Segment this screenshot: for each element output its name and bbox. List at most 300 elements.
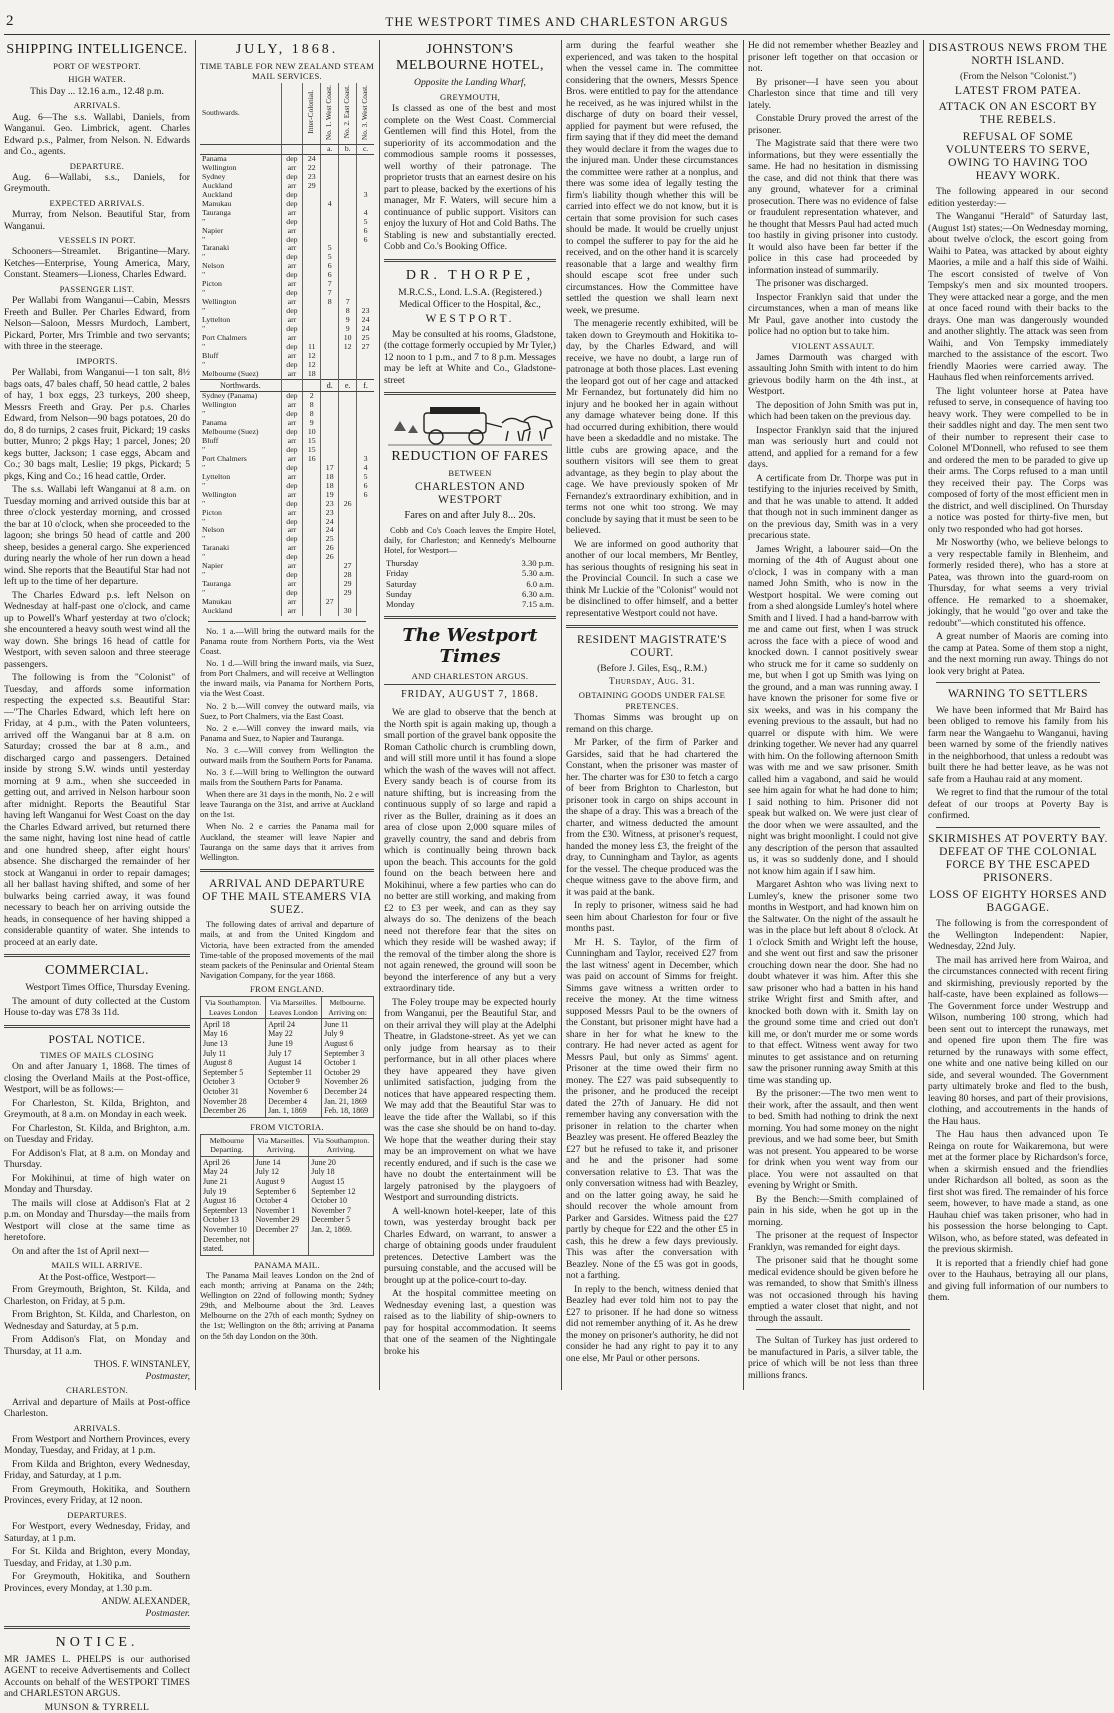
timetable-cell: arr (281, 280, 303, 289)
timetable-port: " (202, 480, 206, 490)
timetable-cell (303, 236, 321, 245)
timetable-cell (357, 535, 374, 544)
timetable-port: Melbourne (Suez) (202, 368, 259, 378)
timetable-cell: 10 (339, 334, 357, 343)
court-para: Mr Parker, of the firm of Parker and Garsides, said that he had chartered the Constant, when the prisoner was master of her. The charter was for £30 to fetch a cargo of beer from Brighton to Charleston, but prisoner took in cargo on ships account in the shape of a dray. This was a breach of the charter, and witness deducted the amount from the £30. Witness, at prisoner's request, handed the money less £3, the freight of the dray, to Cunningham and Taylor, as agents for the vessel. The cheque produced was the cheque witness gave to the above firm, and it was paid at the bank. (566, 737, 738, 898)
timetable-cell: 6 (357, 482, 374, 491)
editorial-para: arm during the fearful weather she experienced, and was taken to the hospital when the vessel came in. The committee considering that the owners, Messrs Spence Bros. were entitled to pay for the attendance he received, as he was injured whilst in the discharge of duty on board their vessel, applied for payment but were refused, the firm saying that if they did meet the demand they would declare it from the wages due to the injured man. Under these circumstances the committee were rather at a nonplus, and there was some idea of legally testing the firm's liability though whether this will be carried into effect we do not know, but it is certain that some provision for such cases should be made. It would be cruelly unjust to compel the sufferer to pay for the aid he received, and on the other hand it is scarcely reasonable that a large and wealthy firm should escape scot free under such circumstances. How the Committee have settled the question we shall learn next week, we presume. (566, 40, 738, 316)
timetable-cell (303, 464, 321, 473)
timetable-port: " (202, 409, 206, 419)
section-rule (4, 1025, 190, 1028)
timetable-cell: arr (281, 334, 303, 343)
page-header (0, 0, 1114, 34)
victoria-table (200, 1134, 374, 1256)
notice-text: MR JAMES L. PHELPS is our authorised AGENT to receive Advertisements and Collect Accounts on behalf of the WESTPORT TIMES and CHARLESTON ARGUS. (4, 1653, 190, 1700)
timetable-cell (303, 482, 321, 491)
timetable-cell (357, 173, 374, 182)
timetable-cell: 18 (321, 473, 339, 482)
timetable-cell (321, 401, 339, 410)
poverty-title: SKIRMISHES AT POVERTY BAY. DEFEAT OF THE COLONIAL FORCE BY THE ESCAPED PRISONERS. (928, 832, 1108, 885)
timetable-cell (303, 589, 321, 598)
postal-item: On and after the 1st of April next— (12, 1245, 149, 1257)
timetable-cell (339, 437, 357, 446)
commercial-office: Westport Times Office, Thursday Evening. (25, 982, 190, 994)
postmaster2-signature: ANDW. ALEXANDER, (101, 1596, 190, 1607)
court-para: Inspector Franklyn said that under the circumstances, when a man of means like Mr Paul, gave another into custody the police had no option but to take him. (748, 291, 918, 337)
poverty-para: It is reported that a friendly chief had gone over to the Hauhaus, betraying all our plans, and giving full information of our numbers to them. (928, 1257, 1108, 1303)
timetable-cell (339, 244, 357, 253)
timetable-cell: arr (281, 598, 303, 607)
timetable-letter: a. (321, 145, 339, 155)
assault-title: VIOLENT ASSAULT. (791, 340, 875, 351)
timetable-cell (339, 361, 357, 370)
timetable-port: Tauranga (202, 579, 231, 589)
timetable-cell (357, 553, 374, 562)
timetable-cell: 5 (357, 218, 374, 227)
timetable-port: " (202, 444, 206, 454)
timetable-cell (321, 154, 339, 163)
timetable-cell (303, 509, 321, 518)
timetable-cell: dep (281, 154, 303, 163)
timetable-cell: dep (281, 464, 303, 473)
timetable-cell: arr (281, 455, 303, 464)
timetable-cell (357, 262, 374, 271)
timetable-cell (339, 209, 357, 218)
timetable-port: Port Chalmers (202, 453, 247, 463)
timetable-cell: 17 (321, 464, 339, 473)
timetable-cell (321, 164, 339, 173)
loss-title: LOSS OF EIGHTY HORSES AND BAGGAGE. (929, 888, 1107, 914)
schedule-row: Monday 7.15 a.m. (386, 599, 554, 610)
court-para: Thomas Simms was brought up on remand on this charge. (566, 712, 738, 735)
timetable-cell (357, 580, 374, 589)
timetable-cell: 24 (357, 316, 374, 325)
timetable-cell (357, 392, 374, 401)
timetable-cell (321, 370, 339, 379)
timetable-cell: dep (281, 191, 303, 200)
editorial-para: At the hospital committee meeting on Wednesday evening last, a question was raised as to the liability of ship-owners to pay for hospital accommodation. It seems that one of the seamen of the Nightingale broke his (384, 1288, 556, 1357)
timetable-row (200, 370, 374, 379)
postmaster-signature: THOS. F. WINSTANLEY, (94, 1359, 190, 1370)
assault-para: A certificate from Dr. Thorpe was put in testifying to the injuries received by Smith, and that he was unable to attend. It added that though not in such imminent danger as on the previous day, Smith was in a very precarious state. (748, 472, 918, 542)
timetable-cell (321, 334, 339, 343)
timetable-cell (303, 571, 321, 580)
hotel-town: GREYMOUTH, (439, 91, 501, 102)
timetable-cell: 7 (339, 298, 357, 307)
timetable-cell: 29 (339, 589, 357, 598)
timetable-cell: arr (281, 544, 303, 553)
schedule-row: Sunday 6.30 a.m. (386, 588, 554, 599)
fares-text: Cobb and Co's Coach leaves the Empire Hotel, daily, for Charleston; and Kennedy's Melbourne Hotel, for Westport— (384, 525, 556, 555)
news-title: DISASTROUS NEWS FROM THE NORTH ISLAND. (928, 42, 1108, 68)
panama-title: PANAMA MAIL. (254, 1259, 320, 1270)
timetable-port: Napier (202, 225, 224, 235)
timetable-row (200, 500, 374, 509)
timetable-port: " (202, 552, 206, 562)
timetable-cell (303, 580, 321, 589)
timetable-cell (303, 280, 321, 289)
thorpe-name: DR. THORPE, (405, 267, 535, 283)
arrivals-text: Aug. 6—The s.s. Wallabi, Daniels, from Wanganui. Geo. Limbrick, agent. Charles Edward p.s., Palmer, from Nelson. N. Edwards and Co., agents. (4, 111, 190, 158)
timetable-port: Taranaki (202, 243, 230, 253)
news-source: (From the Nelson "Colonist.") (959, 71, 1077, 83)
timetable-port: " (202, 324, 206, 334)
thorpe-officer: Medical Officer to the Hospital, &c., (399, 299, 541, 311)
section-rule (756, 1329, 910, 1330)
timetable-cell: 9 (303, 419, 321, 428)
section-rule (384, 259, 556, 262)
timetable-row (200, 271, 374, 280)
timetable-port: " (202, 341, 206, 351)
patea-para: Mr Nosworthy (who, we believe belongs to a very respectable family in Blenheim, and formerly resided there), who has a store at Patea, was thrown into the guard-room on Thursday, for what seems a very trivial offence. He remarked to a shoemaker, jokingly, that he would "go over and take the redoubt"—which constituted his offence. (928, 537, 1108, 629)
timetable-row (200, 253, 374, 262)
timetable-cell: dep (281, 200, 303, 209)
editorial-para: The Foley troupe may be expected hourly from Wanganui, per the Beautiful Star, and on their arrival they will play at the Adelphi Theatre, in Gladstone-street. As yet we can only judge from hearsay as to their performance, but in all other places where they have appeared they have given unlimited satisfaction, judging from the notices that have appeared respecting them. We may add that the Beautiful Star was to leave the tide after the Wallabi, so if this was the case she should be on hand to-day. We hope that the weather during their stay may be an improvement on what we have recently endured, and if such is the case we have no doubt the entertainment will be largely patronised by the playgoers of Westport and surrounding districts. (384, 996, 556, 1204)
timetable-cell (339, 253, 357, 262)
passenger-text: Per Wallabi from Wanganui—Cabin, Messrs Freeth and Buller. Per Charles Edward, from Nelson—Saloon, Messrs Murdoch, Lambert, Pickard, Porter, Mrs Trimble and two servants; with three in the steerage. (4, 295, 190, 353)
timetable-cell (339, 182, 357, 191)
timetable-cell: dep (281, 307, 303, 316)
england-dates: June 11 July 9 August 6 September 3 October 1 October 29 November 26 December 24 Jan. 21, 1869 Feb. 18, 1869 (322, 1018, 374, 1117)
timetable-cell: 4 (357, 209, 374, 218)
timetable-cell (303, 607, 321, 616)
timetable-cell (339, 154, 357, 163)
timetable-cell (339, 482, 357, 491)
timetable-cell: 25 (357, 334, 374, 343)
column-4 (562, 40, 742, 1392)
timetable-cell (357, 562, 374, 571)
timetable-cell (303, 500, 321, 509)
timetable-cell (321, 316, 339, 325)
postal-intro: On and after January 1, 1868. The times of closing the Overland Mails at the Post-office, Westport, will be as follows:— (4, 1061, 190, 1096)
timetable-cell: dep (281, 446, 303, 455)
timetable-cell: 18 (321, 482, 339, 491)
warning-para: We have been informed that Mr Baird has been obliged to remove his family from his farm near the Wangaehu to Wanganui, having been warned by some of the friendly natives in the neighborhood, that unless a redoubt was built there he had better leave, as he was not safe from a Hauhau raid at any moment. (928, 704, 1108, 785)
timetable-cell: 6 (357, 491, 374, 500)
timetable-cell: 23 (303, 173, 321, 182)
timetable-cell (357, 410, 374, 419)
timetable-cell: arr (281, 437, 303, 446)
timetable-port: " (202, 306, 206, 316)
timetable-port: " (202, 516, 206, 526)
section-rule (936, 827, 1100, 828)
timetable-cell (339, 446, 357, 455)
timetable-cell (303, 271, 321, 280)
timetable-cell: dep (281, 253, 303, 262)
timetable-cell (357, 154, 374, 163)
timetable-cell: 25 (321, 535, 339, 544)
timetable-cell (321, 218, 339, 227)
timetable-cell (321, 343, 339, 352)
timetable-cell: arr (281, 473, 303, 482)
shipping-report: The s.s. Wallabi left Wanganui at 8 a.m. on Tuesday morning and arrived outside this bar at three o'clock yesterday morning, and crossed the bar at 10 o'clock, when she proceeded to the lagoon; she brings 50 head of cattle and 200 sheep, besides a general cargo. She experienced during nearly the whole of her run down a head wind. She reports that the Beautiful Star had not left up to the time of her departure. (4, 484, 190, 588)
charleston-arrival: From Greymouth, Hokitika, and Southern Provinces, every Friday, at 12 noon. (4, 1483, 190, 1507)
section-rule (384, 684, 556, 685)
timetable-cell: arr (281, 262, 303, 271)
timetable-cell (303, 289, 321, 298)
timetable-header-intercolonial: Inter-Colonial. (303, 83, 321, 145)
timetable-cell (357, 289, 374, 298)
arrivals-heading: ARRIVALS. (73, 100, 121, 111)
imports-heading: IMPORTS. (76, 355, 118, 366)
england-dates: April 18 May 16 June 13 July 11 August 8 September 5 October 3 October 31 November 28 December 26 (201, 1018, 266, 1117)
patea-para: The following appeared in our second edition yesterday:— (928, 186, 1108, 209)
timetable-cell: 26 (321, 544, 339, 553)
england-header: Melbourne. Arriving on: (322, 997, 374, 1019)
timetable-cell: arr (281, 491, 303, 500)
passenger-heading: PASSENGER LIST. (59, 283, 135, 294)
timetable-cell (303, 298, 321, 307)
timetable-cell: 15 (303, 446, 321, 455)
section-rule (4, 1626, 190, 1629)
timetable-cell: arr (281, 298, 303, 307)
timetable-cell (321, 392, 339, 401)
masthead: THE WESTPORT TIMES AND CHARLESTON ARGUS (385, 14, 729, 29)
column-6 (924, 40, 1112, 1392)
timetable-cell (321, 607, 339, 616)
timetable-cell: dep (281, 410, 303, 419)
thorpe-text: May be consulted at his rooms, Gladstone, (the cottage formerly occupied by Mr Tyler,) 12 noon to 1 p.m., and 7 to 8 p.m. Messages may be left at White and Co., Gladstone-street (384, 328, 556, 386)
timetable-letter: d. (321, 379, 339, 391)
suez-intro: The following dates of arrival and departure of mails, at and from the United Kingdom and Victoria, have been extracted from the amended Time-table of the proposed movements of the mail steam packets of the Peninsular and Oriental Steam Navigation Company, for the year 1868. (200, 920, 374, 980)
timetable-cell: dep (281, 428, 303, 437)
departure-text: Aug. 6—Wallabi, s.s., Daniels, for Greymouth. (4, 171, 190, 195)
timetable-cell: 23 (321, 509, 339, 518)
timetable-cell: arr (281, 164, 303, 173)
timetable-cell: 27 (321, 598, 339, 607)
timetable-cell (357, 500, 374, 509)
timetable-cell (303, 491, 321, 500)
timetable-cell: dep (281, 271, 303, 280)
timetable-cell (303, 200, 321, 209)
postal-sub: TIMES OF MAILS CLOSING (40, 1049, 154, 1060)
timetable-cell (339, 419, 357, 428)
timetable-cell (357, 271, 374, 280)
england-table (200, 996, 374, 1118)
timetable-cell (357, 280, 374, 289)
timetable-cell (321, 361, 339, 370)
timetable-cell: 5 (321, 253, 339, 262)
timetable-cell: 24 (321, 518, 339, 527)
postal-item: For Charleston, St. Kilda, and Brighton, a.m. on Tuesday and Friday. (4, 1122, 190, 1146)
editorial-para: A well-known hotel-keeper, late of this town, was yesterday brought back per Charles Edward, on warrant, to answer a charge of obtaining goods under fraudulent pretences. Detective Lambert was the pursuing constable, and the accused will be brought up at the police-court to-day. (384, 1205, 556, 1286)
postal-arrive-item: From Addison's Flat, on Monday and Thursday, at 11 a.m. (4, 1334, 190, 1357)
timetable-cell (339, 271, 357, 280)
charleston-arrival: From Westport and Northern Provinces, every Monday, Tuesday, and Friday, at 1 p.m. (4, 1433, 190, 1457)
timetable-cell: 4 (357, 464, 374, 473)
timetable-cell (321, 571, 339, 580)
timetable-cell: dep (281, 289, 303, 298)
timetable-cell (303, 307, 321, 316)
timetable-cell (321, 182, 339, 191)
timetable-cell (303, 598, 321, 607)
assault-para: The deposition of John Smith was put in, which had been taken on the previous day. (748, 399, 918, 423)
timetable-cell: arr (281, 352, 303, 361)
assault-para: Margaret Ashton who was living next to Lumley's, knew the prisoner some two months in Westport, and had known him on the Saltwater. On the night of the assault he was in the place but left about 8 o'clock. At 1 o'clock Smith and Wright left the house, and she went out first and saw the prisoner crouching down near the door. She had no doubt whatever it was him. After this she saw prisoner who had a batten in his hand strike Wright first and Smith after, and knocked both down with it. Smith lay on the ground some time and cried out don't kill me, or don't murder me or some words to that effect. Witness went away for two minutes to get assistance and on returning saw the prisoner running away Smith at this time was standing up. (748, 879, 918, 1086)
timetable-cell (339, 535, 357, 544)
timetable-cell (321, 410, 339, 419)
timetable-cell: 3 (357, 191, 374, 200)
departure-heading: DEPARTURE. (69, 160, 125, 171)
court-para: He did not remember whether Beazley and prisoner left together on that occasion or not. (748, 40, 918, 74)
timetable-header-col: No. 2. East Coast. (339, 83, 357, 145)
section-rule (200, 869, 374, 872)
timetable-port: " (202, 534, 206, 544)
warning-para: We regret to find that the rumour of the total defeat of our troops at Poverty Bay is confirmed. (928, 787, 1108, 822)
timetable-cell (321, 173, 339, 182)
assault-para: The prisoner said that he thought some medical evidence should be given before he was remanded, to show that Smith's illness was not occasioned through his having emptied a water closet that night, and not through the assault. (748, 1255, 918, 1324)
hotel-name: JOHNSTON'S MELBOURNE HOTEL, (396, 42, 544, 74)
timetable-cell: dep (281, 535, 303, 544)
charleston-departure: For Westport, every Wednesday, Friday, and Saturday, at 1 p.m. (4, 1521, 190, 1544)
timetable-cell: arr (281, 182, 303, 191)
timetable-port: Taranaki (202, 543, 230, 553)
timetable-cell: dep (281, 589, 303, 598)
timetable-port: Auckland (202, 606, 233, 616)
high-water-times: This Day ... 12.16 a.m., 12.48 p.m. (30, 85, 164, 97)
from-victoria-label: FROM VICTORIA. (250, 1121, 324, 1132)
timetable-port: Sydney (Panama) (202, 391, 258, 401)
timetable-cell: 24 (357, 325, 374, 334)
notice-signature: MUNSON & TYRRELL (44, 1701, 150, 1713)
timetable-port: Manukau (202, 198, 232, 208)
expected-text: Murray, from Nelson. Beautiful Star, from Wanganui. (4, 209, 190, 232)
court-para: Mr H. S. Taylor, of the firm of Cunningham and Taylor, received £27 from the last witness' agent in December, which was paid on account of Simms for freight. Simms gave witness a written order to receive the money. At the time witness supposed Messrs Paul to be the owners of the Constant, but prisoner might have had a share in her for what he knew to the contrary. He had never acted as agent for Messrs Paul, but only as Simms' agent. Prisoner at the time owed their firm no money. The £27 was paid subsequently to the prisoner, and he produced the receipt dated the 27th of January. He did not remember having any conversation with the prisoner in relation to the charter when Beazley was present. He offered Beazley the £27 but he refused to take it, and prisoner and he and the prisoner had some conversation relative to £3. That was the only conversation witness had with Beazley, and on the latter going away, he said he should recover the whole amount from Parker and Garsides. Witness paid the £27 partly by cheque for £22 and the other £5 in cash, this he drew a few days previously. This was after the conversation with Beazley. None of the £5 was got in goods, not a farthing. (566, 936, 738, 1282)
timetable-letter: c. (357, 145, 374, 155)
timetable-note: No. 3 c.—Will convey from Wellington the outward mails from the Southern Ports for Panama. (200, 745, 374, 765)
timetable-cell: 6 (357, 236, 374, 245)
postal-title: POSTAL NOTICE. (48, 1033, 146, 1046)
poverty-para: The Hau haus then advanced upon Te Reinga on route for Waikaremona, but were met at the former place by Richardson's force, when a skirmish ensued and the friendlies under Richardson all bolted, as soon as the first shot was fired. The remainder of his force seem, however, to have made a stand, as one Hauhau chief was taken prisoner, who had in his possession the horse belonging to Capt. Wilson, who, as before stated, was defeated in the previous skirmish. (928, 1129, 1108, 1255)
timetable-cell: 24 (321, 526, 339, 535)
court-para: The prisoner was discharged. (756, 278, 869, 289)
timetable-cell (339, 544, 357, 553)
timetable-cell (339, 280, 357, 289)
timetable-cell: 10 (303, 428, 321, 437)
timetable-port: " (202, 570, 206, 580)
timetable-row (200, 607, 374, 616)
timetable-letter: b. (339, 145, 357, 155)
timetable-cell: arr (281, 509, 303, 518)
england-header: Via Marseilles. Leaves London (266, 997, 322, 1019)
timetable-cell (321, 446, 339, 455)
timetable-subtitle: TIME TABLE FOR NEW ZEALAND STEAM MAIL SERVICES. (200, 61, 375, 82)
suez-title: ARRIVAL AND DEPARTURE OF THE MAIL STEAMERS VIA SUEZ. (202, 877, 372, 917)
timetable-cell (321, 562, 339, 571)
vessels-text: Schooners—Streamlet. Brigantine—Mary. Ketches—Enterprise, Young America, Mary, Constant. Steamers—Lioness, Charles Edward. (4, 246, 190, 281)
postmaster-title: Postmaster, (145, 1370, 190, 1382)
timetable-cell (303, 544, 321, 553)
case-title: OBTAINING GOODS UNDER FALSE PRETENCES. (578, 690, 726, 711)
assault-para: James Darmouth was charged with assaulting John Smith with intent to do him grievous bodily harm on the 4th inst., at Westport. (748, 351, 918, 398)
timetable-cell: 12 (339, 343, 357, 352)
timetable-cell (339, 173, 357, 182)
timetable-cell: dep (281, 236, 303, 245)
timetable-port: Sydney (202, 171, 226, 181)
poverty-para: The mail has arrived here from Wairoa, and the circumstances connected with recent firing and skirmishing, previously reported by the half-caste, have been explained as follows—The Government force under Westrupp and Wilson, numbering 100 strong, which had been sent out to intercept the runaways, met and opened fire upon them The fire was returned by the runaways with some effect, one white and one native being killed on our side, and several wounded. The Government party ultimately broke and fled to the bush, leaving 80 horses, and part of their provisions, clothing, and accoutrements in the hands of the Hau haus. (928, 954, 1108, 1127)
postal-arrive-item: From Brighton, St. Kilda, and Charleston, on Wednesday and Saturday, at 5 p.m. (4, 1309, 190, 1332)
timetable-row (200, 343, 374, 352)
fares-title: REDUCTION OF FARES (391, 449, 549, 465)
timetable-cell (303, 325, 321, 334)
assault-para: By the prisoner:—The two men went to their work, after the assault, and then went to bed. Smith had nothing to drink the next morning. You had some money on the night previous, and we had some beer, but Smith was not present. You appeared to be worse for drink when you went way from our place. You were not assaulted on that evening by Wright or Smith. (748, 1088, 918, 1192)
timetable-cell (321, 352, 339, 361)
hotel-text: Is classed as one of the best and most complete on the West Coast. Commercial Gentlemen will find this Hotel, from the superiority of its accommodation and the commodious sample rooms it possesses, well worthy of their patronage. The proprietor trusts that an earnest desire on his part to please, backed by the exertions of his manager, Mr F. Waters, will secure him a continuance of public support. Visitors can enjoy the luxury of Hot and Cold Baths. The Stabling is new and substantially erected. Cobb and Co.'s Booking Office. (384, 103, 556, 252)
timetable-cell (339, 428, 357, 437)
timetable-cell: 27 (339, 562, 357, 571)
timetable-cell (339, 473, 357, 482)
port-heading: PORT OF WESTPORT. (53, 61, 141, 72)
timetable-cell (303, 209, 321, 218)
timetable-port: Nelson (202, 525, 225, 535)
court-para: Constable Drury proved the arrest of the prisoner. (748, 113, 918, 136)
victoria-header: Via Marseilles. Arriving. (253, 1135, 309, 1157)
timetable-cell (321, 227, 339, 236)
newspaper-name: The Westport Times (402, 624, 538, 668)
timetable-port: " (202, 252, 206, 262)
timetable-cell: dep (281, 482, 303, 491)
editorial-para: The menagerie recently exhibited, will be taken down to Greymouth and Hokitika to-day, by the Charles Edward, and will receive, we have no doubt, a large run of patronage at both those places. Last evening the leopard got out of her cage and attacked Mr Fernandez, but fortunately did him no injury and he booked her in again without any damage whatever being done. If this had occurred during exhibition, there would have been a skedaddle and no mistake. The little cubs are growing apace, and the southern visitors will see them to great advantage, as they begin to play about the cage. We have previously spoken of Mr Fernandez's extraordinary exhibition, and in terms not one whit too strong. We may conclude by saying that it must be seen to be believed. (566, 318, 738, 536)
high-water-heading: HIGH WATER. (68, 74, 126, 85)
timetable-cell (339, 218, 357, 227)
victoria-header: Via Southampton. Arriving. (309, 1135, 374, 1157)
assault-para: Inspector Franklyn said that the injured man was seriously hurt and could not attend, and applied for a remand for a few days. (748, 424, 918, 471)
timetable-cell: arr (281, 580, 303, 589)
timetable-port: Melbourne (Suez) (202, 427, 259, 436)
court-title: RESIDENT MAGISTRATE'S COURT. (576, 634, 728, 660)
timetable-cell (339, 410, 357, 419)
timetable-cell: 15 (303, 437, 321, 446)
timetable-cell (303, 518, 321, 527)
timetable-cell (357, 370, 374, 379)
page-number: 2 (6, 13, 14, 29)
timetable-port: Panama (202, 153, 227, 163)
schedule-row: Friday 5.30 a.m. (386, 568, 554, 579)
timetable-cell (321, 307, 339, 316)
timetable-cell (303, 253, 321, 262)
timetable-cell (339, 455, 357, 464)
court-para: In reply to the bench, witness denied that Beazley had ever told him not to pay the £27 to prisoner. If he had done so witness did not remember anything of it. As he drew the money on prisoner's authority, he did not consider he had any right to pay it to any one else, Mr Paul or other persons. (566, 1283, 738, 1364)
shipping-report: The Charles Edward p.s. left Nelson on Wednesday at half-past one o'clock, and came up to Powell's Wharf yesterday at two o'clock; she encountered a heavy south west wind all the way down. She brings 16 head of cattle for Westport, with seven saloon and three steerage passengers. (4, 589, 190, 670)
timetable-port: Auckland (202, 180, 233, 190)
timetable-northwards-label: Northwards. (200, 379, 281, 391)
timetable-cell (303, 473, 321, 482)
timetable-cell: dep (281, 553, 303, 562)
court-day: Thursday, Aug. 31. (608, 675, 696, 687)
timetable-cell: 5 (321, 244, 339, 253)
timetable-port: Tauranga (202, 207, 231, 217)
timetable-cell (339, 227, 357, 236)
timetable-cell (339, 392, 357, 401)
timetable-cell (303, 535, 321, 544)
postal-item: For Charleston, St. Kilda, Brighton, and Greymouth, at 8 a.m. on Monday in each week. (4, 1097, 190, 1121)
charleston-arrivals-heading: ARRIVALS. (73, 1422, 121, 1433)
hotel-location: Opposite the Landing Wharf, (414, 77, 526, 89)
timetable-cell: dep (281, 173, 303, 182)
timetable-cell: 16 (303, 455, 321, 464)
timetable-cell: 12 (303, 361, 321, 370)
timetable-letter: f. (357, 379, 374, 391)
timetable-cell: 2 (303, 392, 321, 401)
section-rule (384, 392, 556, 395)
timetable-cell: dep (281, 571, 303, 580)
schedule-row: Saturday 6.0 a.m. (386, 578, 554, 589)
timetable-port: Nelson (202, 261, 225, 271)
postmaster2-title: Postmaster. (145, 1608, 190, 1620)
court-para: By prisoner—I have seen you about Charleston since that time and till very lately. (748, 76, 918, 111)
timetable-port: Napier (202, 561, 224, 571)
timetable-cell: 18 (303, 370, 321, 379)
